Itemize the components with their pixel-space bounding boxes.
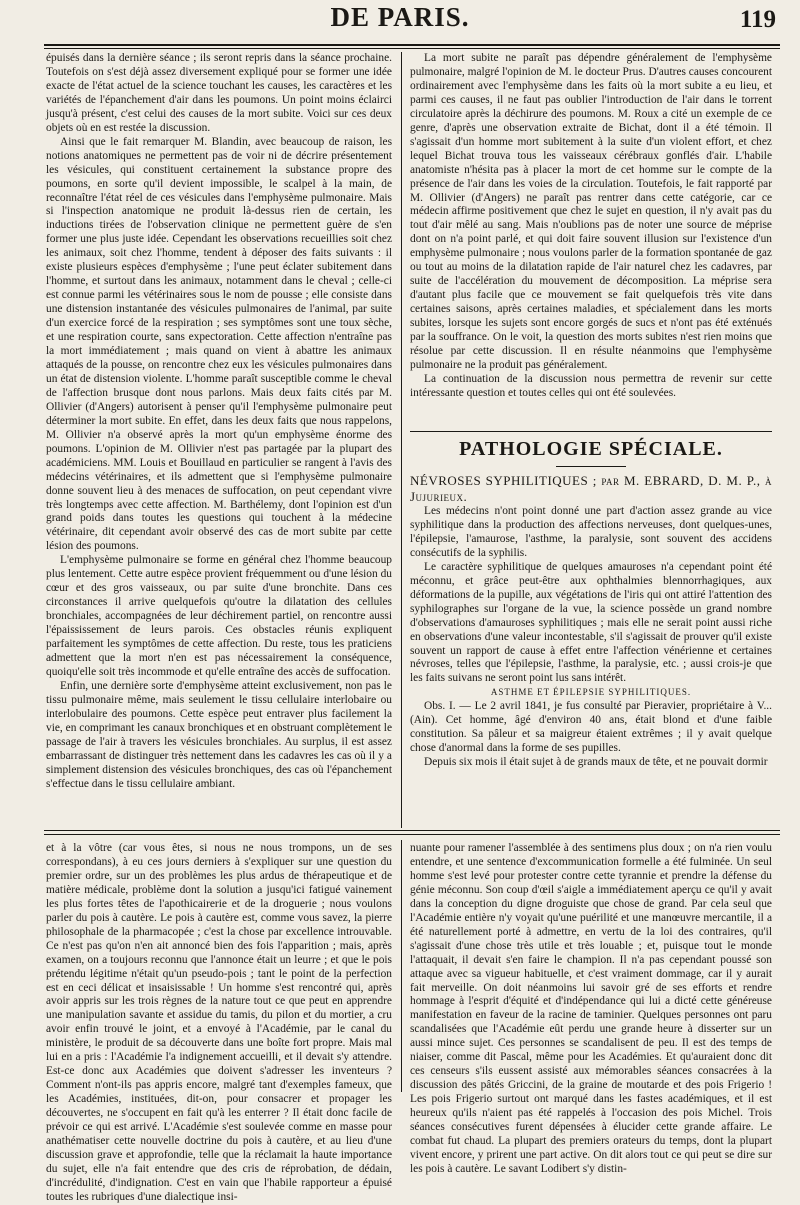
paragraph: Enfin, une dernière sorte d'emphysème atteint exclusivement, non pas le tissu pulmonaire même, mais seulement le tissu cellulaire interlobaire ou interlobulaire des poumons. Cette espèce peut entraver plus facilement la vie, en comprimant les canaux bronchiques et en obstruant complètement le passage de l'air à travers les vésicules bronchiales. Au surplus, il est assez embarrassant de distinguer très nettement dans les cadavres les cas où il y a simplement distension des vésicules bronchiques, des cas où l'épanchement s'effectue dans le tissu cellulaire ambiant. <box>46 679 392 790</box>
paragraph: La continuation de la discussion nous permettra de revenir sur cette intéressante question et toutes celles qui ont été soulevées. <box>410 372 772 399</box>
column-pathologie-speciale <box>410 436 772 822</box>
article-title <box>410 473 772 505</box>
paragraph: et à la vôtre (car vous êtes, si nous ne nous trompons, un de ses correspondans), à eu ces jours derniers à s'expliquer sur une question du premier ordre, sur un des problèmes les plus ardus de thérapeutique et de matière médicale, problème dont la solution a jusqu'ici fatigué vainement les plus fortes têtes de l'apothicairerie et de la droguerie ; nous voulons parler du pois à cautère. Le pois à cautère est, comme vous savez, la pierre philosophale de la pharmacopée ; c'est la chose par excellence introuvable. Ce n'est pas qu'on n'en ait annoncé bien des fois l'apparition ; mais, après examen, on a toujours reconnu que l'annonce était un leurre ; et que le pois prétendu légitime n'était qu'un pseudo-pois ; tant le point de la perfection est en ceci délicat et insaisissable ! Un homme s'est rencontré qui, après avoir appris sur les trois règnes de la nature tout ce que peut en apprendre une manipulation savante et assidue du tamis, du pilon et du mortier, a cru avoir enfin trouvé le joint, et a envoyé à l'Académie, par le canal du ministère, le produit de sa découverte dans une boîte fort propre. Mais mal lui en a pris : l'Académie l'a indignement accueilli, et il devait s'y attendre. Est-ce donc aux Académies que doivent s'adresser les inventeurs ? Comment n'ont-ils pas appris encore, malgré tant d'exemples fameux, que les Académies, instituées, dit-on, pour consacrer et propager les découvertes, ne s'occupent en fait qu'à les enterrer ? Il était donc facile de prévoir ce qui est arrivé. L'Académie s'est soulevée comme en masse pour anathématiser cette nouvelle doctrine du pois à cautère, et au lieu d'une discussion grave et approfondie, telle que la réclamait la haute importance du sujet, elle n'a fait entendre que des cris de réprobation, de dédain, d'incrédulité, d'indignation. C'est en vain que l'habile rapporteur a épuisé toutes les rubriques d'une dialectique insi- <box>46 842 392 1203</box>
paragraph: nuante pour ramener l'assemblée à des sentimens plus doux ; on n'a rien voulu entendre, et une sentence d'excommunication formelle a été fulminée. Un seul homme s'est levé pour protester contre cette tyrannie et prendre la défense du génie méconnu. Son coup d'œil s'aigle a immédiatement aperçu ce qu'il y avait dans la conception du digne droguiste que chose de grand. Par cela seul que l'Académie entière n'y voyait qu'une puérilité et une manœuvre mercantile, il a été naturellement porté à admettre, en vertu de la loi des contraires, qu'il s'agissait d'une chose très utile et très louable ; et, puisque tout le monde l'attaquait, il devait s'en faire le champion. Il n'a pas cependant poussé son attaque avec sa vigueur habituelle, et c'est vraiment dommage, car il y aurait fait merveille. On doit néanmoins lui savoir gré de ses efforts et rendre hommage à l'esprit d'équité et d'indépendance qui lui a dicté cette généreuse manifestation en faveur de la racine de taminier. Quelques personnes ont paru scandalisées que l'Académie eût perdu une grande heure à disserter sur un aussi mince sujet. Ces personnes se scandalisent de peu. Il est des temps de niaiser, comme dit Pascal, même pour les Académies. Et qu'auraient donc dit ces censeurs s'ils eussent assisté aux mémorables séances consacrées à la discussion des pâtés Griccini, de la graine de moutarde et des pois Frigerio ! Les pois Frigerio surtout ont marqué dans les fastes académiques, et il est heureux qu'ils n'aient pas été rappelés à l'occasion des pois Michel. Trois séances consécutives furent dépensées à élucider cette grande affaire. Le combat fut chaud. La plupart des premiers orateurs du temps, dont la plupart vivent encore, y prirent une part active. On dit alors tout ce qui peut se dire sur les pois à cautère. Le savant Lodibert s'y distin- <box>410 842 772 1175</box>
feuilleton-rule-thin <box>44 834 780 835</box>
header-rule <box>44 44 780 46</box>
column-top-left <box>46 52 392 822</box>
paragraph: Le caractère syphilitique de quelques amauroses n'a cependant point été méconnu, et grâce peut-être aux ophthalmies blennorrhagiques, aux déformations de la pupille, aux végétations de l'iris qui ont attiré l'attention des syphilographes sur l'organe de la vue, la science possède un grand nombre d'observations d'amauroses syphilitiques ; mais elle ne serait point aussi riche en observations d'une valeur incontestable, s'il s'agissait de prouver qu'il existe souvent un rapport de cause à effet entre l'affection vénérienne et certaines névroses, telles que l'épilepsie, l'asthme, la paralysie, etc. ; aussi crois-je que les faits suivans ne seront point lus sans intérêt. <box>410 560 772 685</box>
section-rule-top <box>410 431 772 432</box>
paragraph: épuisés dans la dernière séance ; ils seront repris dans la séance prochaine. Toutefois on s'est déjà assez diversement expliqué pour se former une idée exacte de l'état actuel de la science touchant les causes, les caractères et les variétés de l'épanchement d'air dans les poumons. Un point moins éclairci jusqu'à présent, c'est celui des causes de la mort subite. Voici sur ces deux objets où en est restée la discussion. <box>46 52 392 134</box>
running-title: DE PARIS. <box>330 2 470 32</box>
section-title-rule <box>556 466 626 467</box>
paragraph: La mort subite ne paraît pas dépendre généralement de l'emphysème pulmonaire, malgré l'opinion de M. le docteur Prus. D'autres causes concourent ordinairement avec l'emphysème dans les faits où la mort subite a eu lieu, et parmi ces causes, il ne faut pas oublier l'introduction de l'air dans le torrent circulatoire après la déchirure des poumons. M. Roux a cité un exemple de ce genre, d'après une observation extraite de Bichat, dont il a été témoin. Il s'agissait d'un homme mort subitement à la suite d'un violent effort, et chez lequel Bichat trouva tous les vaisseaux cérébraux gonflés d'air. L'habile anatomiste n'hésita pas à placer la mort de cet homme sur le compte de la présence de l'air dans les voies de la circulation. Toutefois, le fait rapporté par M. Ollivier (d'Angers) ne paraît pas rentrer dans cette catégorie, car ce médecin affirme positivement que chez le sujet en question, il n'y avait pas du tout d'air mêlé au sang. Mais n'oublions pas de noter une source de méprise dont on n'a point parlé, et qui doit faire souvent illusion sur l'existence d'un emphysème pulmonaire ; nous voulons parler de la formation spontanée de gaz ou tout au moins de la dilatation rapide de l'air naturel chez les cadavres, par suite de l'accélération du mouvement de décomposition. La méprise sera d'autant plus facile que ce mouvement se fait quelquefois très vite dans certaines saisons, après certaines maladies, et spécialement dans les morts subites, lorsque les sujets sont encore gorgés de sucs et n'ont pas été exténués par la souffrance. On le voit, la question des morts subites n'est rien moins que résolue par cette discussion. Il en résulte néanmoins que l'emphysème pulmonaire ne la produit pas généralement. <box>410 52 772 371</box>
column-top-right <box>410 52 772 430</box>
paragraph: Depuis six mois il était sujet à de grands maux de tête, et ne pouvait dormir <box>424 756 768 769</box>
column-bottom-right <box>410 842 772 1175</box>
page-header <box>0 0 800 40</box>
header-rule-thin <box>44 48 780 49</box>
paragraph: Ainsi que le fait remarquer M. Blandin, avec beaucoup de raison, les notions anatomiques ne permettent pas de voir ni de décrire présentement les vésicules, qui constituent certainement la substance propre des poumons, en sorte qu'il devient impossible, le scalpel à la main, de reconnaître l'état réel de ces vésicules dans l'emphysème pulmonaire. Mais si l'inspection anatomique ne produit là-dessus rien de certain, les inductions tirées de l'observation clinique ne permettent guère de s'en former une plus juste idée. Cependant les observations recueillies soit chez les animaux, soit chez l'homme, tendent à déposer des faits suivants : il existe plusieurs espèces d'emphysème ; l'une peut éclater subitement dans l'homme, et surtout dans les animaux, notamment dans le cheval ; celle-ci est connue parmi les vétérinaires sous le nom de pousse ; elle consiste dans une distension instantanée des vésicules pulmonaires de l'animal, par suite d'un exercice forcé de la respiration ; ses symptômes sont une toux sèche, et une respiration courte, sans expectoration. Cette affection n'entraîne pas la mort immédiatement ; mais quand on vient à abattre les animaux attaqués de la pousse, on rencontre chez eux les vésicules pulmonaires dans un état de distension violente. L'homme paraît susceptible comme le cheval de l'affection brusque dont nous parlons. Mais deux faits cités par M. Ollivier (d'Angers) autorisent à penser qu'il l'emphysème pulmonaire peut déterminer la mort subite. En effet, dans les deux faits que nous rappelons, M. Ollivier n'a observé après la mort qu'un emphysème énorme des poumons. L'opinion de M. Ollivier n'est pas partagée par la plupart des académiciens. MM. Louis et Bouillaud en particulier se rangent à l'avis des médecins vétérinaires, et ils admettent que si l'emphysème pulmonaire donne souvent lieu à des menaces de suffocation, on peut cependant vivre très longtemps avec cette affection. M. Barthélemy, dont l'opinion est d'un grand poids dans toutes les questions qui touchent à la médecine vétérinaire, dit cependant avoir observé des cas de mort subite par cette lésion des poumons. <box>46 135 392 553</box>
observation-paragraph: Obs. I. — Le 2 avril 1841, je fus consulté par Pieravier, propriétaire à V... (Ain). Cet homme, âgé d'environ 40 ans, était blond et d'une faible constitution. Sa pâleur et sa maigreur étaient extrêmes ; il y avait quelque chose d'anormal dans la forme de ses pupilles. <box>410 700 772 755</box>
feuilleton-rule <box>44 830 780 831</box>
column-divider-bottom <box>401 840 402 1092</box>
column-bottom-left <box>46 842 392 1203</box>
section-title: PATHOLOGIE SPÉCIALE. <box>459 438 723 460</box>
paragraph: Les médecins n'ont point donné une part d'action assez grande au vice syphilitique dans la production des affections nerveuses, dont quelques-unes, l'épilepsie, l'amaurose, l'asthme, la paralysie, sont souvent des accidens consécutifs de la syphilis. <box>410 505 772 559</box>
article-title-text: NÉVROSES SYPHILITIQUES ; par M. EBRARD, D. M. P., à Jujurieux. <box>410 473 772 504</box>
paragraph: L'emphysème pulmonaire se forme en général chez l'homme beaucoup plus lentement. Cette autre espèce provient fréquemment ou d'une lésion du cœur et des gros vaisseaux, ou par suite d'une bronchite. Dans ces circonstances il arrive quelquefois qu'outre la dilatation des cellules bronchiales, accompagnées de leur déchirement partiel, on rencontre aussi l'épaississement de leurs parois. Ces obstacles réunis expliquent parfaitement les symptômes de cette affection. Du reste, tous les praticiens admettent que la mort n'en est pas nécessairement la conséquence, quoiqu'elle soit très incommode et qu'elle entraîne des accès de suffocation. <box>46 554 392 678</box>
column-divider-top <box>401 52 402 828</box>
sub-heading: ASTHME ET ÉPILEPSIE SYPHILITIQUES. <box>490 687 692 698</box>
page-number: 119 <box>739 6 776 33</box>
